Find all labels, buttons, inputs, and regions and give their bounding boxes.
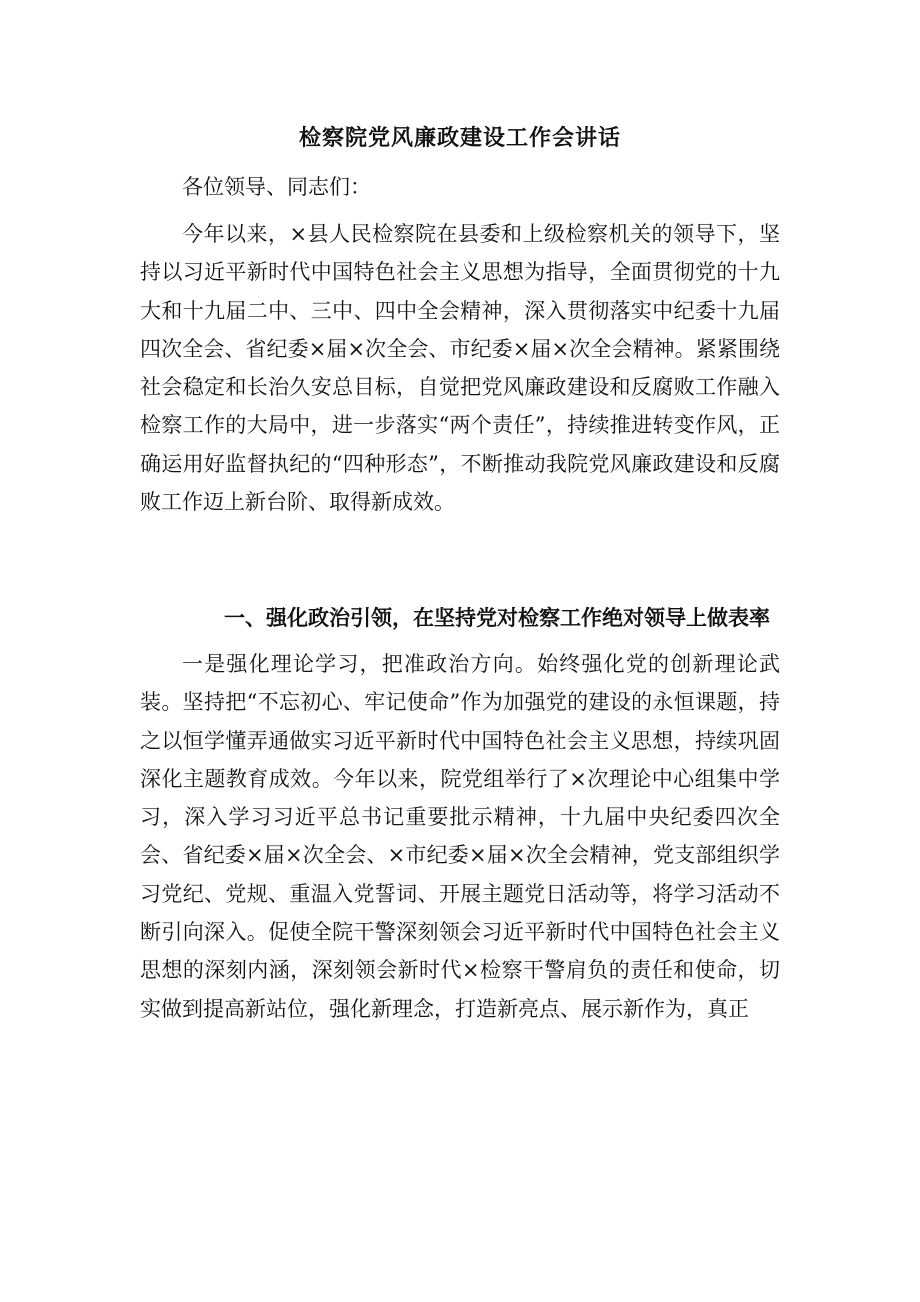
document-title: 检察院党风廉政建设工作会讲话 — [298, 125, 621, 151]
salutation: 各位领导、同志们： — [182, 175, 371, 199]
paragraph-intro: 今年以来，×县人民检察院在县委和上级检察机关的领导下，坚持以习近平新时代中国特色社会主义思想为指导，全面贯彻党的十九大和十九届二中、三中、四中全会精神，深入贯彻落实中纪委十九届四次全会、省纪委×届×次全会、市纪委×届×次全会精神。紧紧围绕社会稳定和长治久安总目标，自觉把党风廉政建设和反腐败工作融入检察工作的大局中，进一步落实“两个责任”，持续推进转变作风，正确运用好监督执纪的“四种形态”，不断推动我院党风廉政建设和反腐败工作迈上新台阶、取得新成效。 — [140, 222, 780, 515]
paragraph-theory-study: 一是强化理论学习，把准政治方向。始终强化党的创新理论武装。坚持把“不忘初心、牢记使命”作为加强党的建设的永恒课题，持之以恒学懂弄通做实习近平新时代中国特色社会主义思想，持续巩固深化主题教育成效。今年以来，院党组举行了×次理论中心组集中学习，深入学习习近平总书记重要批示精神，十九届中央纪委四次全会、省纪委×届×次全会、×市纪委×届×次全会精神，党支部组织学习党纪、党规、重温入党誓词、开展主题党日活动等，将学习活动不断引向深入。促使全院干警深刻领会习近平新时代中国特色社会主义思想的深刻内涵，深刻领会新时代×检察干警肩负的责任和使命，切实做到提高新站位，强化新理念，打造新亮点、展示新作为，真正 — [140, 652, 780, 1021]
section-heading-1: 一、强化政治引领，在坚持党对检察工作绝对领导上做表率 — [224, 605, 770, 630]
